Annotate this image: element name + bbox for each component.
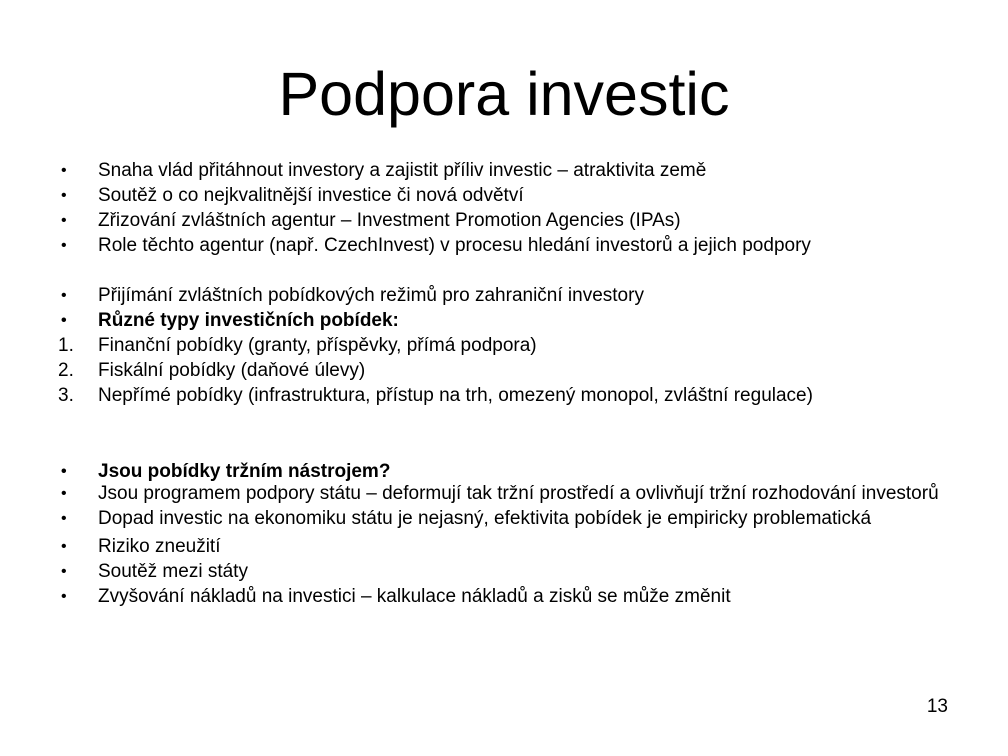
list-item-text: Nepřímé pobídky (infrastruktura, přístup na trh, omezený monopol, zvláštní regulace): [98, 385, 813, 406]
list-item: [0, 158, 948, 183]
list-item-text: Snaha vlád přitáhnout investory a zajistit příliv investic – atraktivita země: [98, 160, 707, 181]
bullet-marker: •: [61, 538, 67, 555]
list-item: [0, 333, 948, 358]
list-item-text: Zřizování zvláštních agentur – Investment Promotion Agencies (IPAs): [98, 210, 681, 231]
list-item: [0, 509, 948, 528]
bullet-marker: •: [61, 287, 67, 304]
list-item: [0, 283, 948, 308]
list-item-text: Riziko zneužití: [98, 536, 221, 557]
list-item: [0, 484, 948, 503]
list-item-text: Role těchto agentur (např. CzechInvest) v procesu hledání investorů a jejich podpory: [98, 235, 811, 256]
bullet-marker: •: [61, 187, 67, 204]
number-marker: 2.: [58, 360, 74, 381]
list-item-text: Soutěž mezi státy: [98, 561, 248, 582]
list-item: [0, 358, 948, 383]
bullet-marker: •: [61, 563, 67, 580]
list-item-text: Zvyšování nákladů na investici – kalkulace nákladů a zisků se může změnit: [98, 586, 731, 607]
list-item-text: Soutěž o co nejkvalitnější investice či nová odvětví: [98, 185, 524, 206]
list-investment-attraction: [0, 158, 1008, 258]
list-item: [0, 584, 948, 609]
list-item: [0, 534, 948, 559]
bullet-marker: •: [61, 312, 67, 329]
slide-title: Podpora investic: [278, 60, 730, 128]
list-item-text: Přijímání zvláštních pobídkových režimů pro zahraniční investory: [98, 285, 644, 306]
list-incentive-critique: [0, 459, 1008, 609]
bullet-marker: •: [61, 162, 67, 179]
list-item: [0, 459, 948, 484]
bullet-marker: •: [61, 588, 67, 605]
bullet-marker: •: [61, 485, 67, 502]
list-item-text: Fiskální pobídky (daňové úlevy): [98, 360, 366, 381]
bullet-marker: •: [61, 212, 67, 229]
list-item: [0, 233, 948, 258]
list-item: [0, 208, 948, 233]
list-item-text: Dopad investic na ekonomiku státu je nejasný, efektivita pobídek je empiricky problematická: [98, 508, 872, 529]
list-item-text: Jsou programem podpory státu – deformují tak tržní prostředí a ovlivňují tržní rozhodování investorů: [98, 483, 939, 504]
list-item-heading: Různé typy investičních pobídek:: [98, 310, 399, 331]
list-item-heading: Jsou pobídky tržním nástrojem?: [98, 461, 391, 482]
list-item: [0, 559, 948, 584]
list-item-text: Finanční pobídky (granty, příspěvky, přímá podpora): [98, 335, 537, 356]
number-marker: 3.: [58, 385, 74, 406]
list-incentive-types: [0, 283, 1008, 408]
list-item: [0, 308, 948, 333]
list-item: [0, 383, 948, 408]
list-item: [0, 183, 948, 208]
number-marker: 1.: [58, 335, 74, 356]
bullet-marker: •: [61, 463, 67, 480]
page-number: 13: [926, 696, 948, 717]
bullet-marker: •: [61, 510, 67, 527]
bullet-marker: •: [61, 237, 67, 254]
